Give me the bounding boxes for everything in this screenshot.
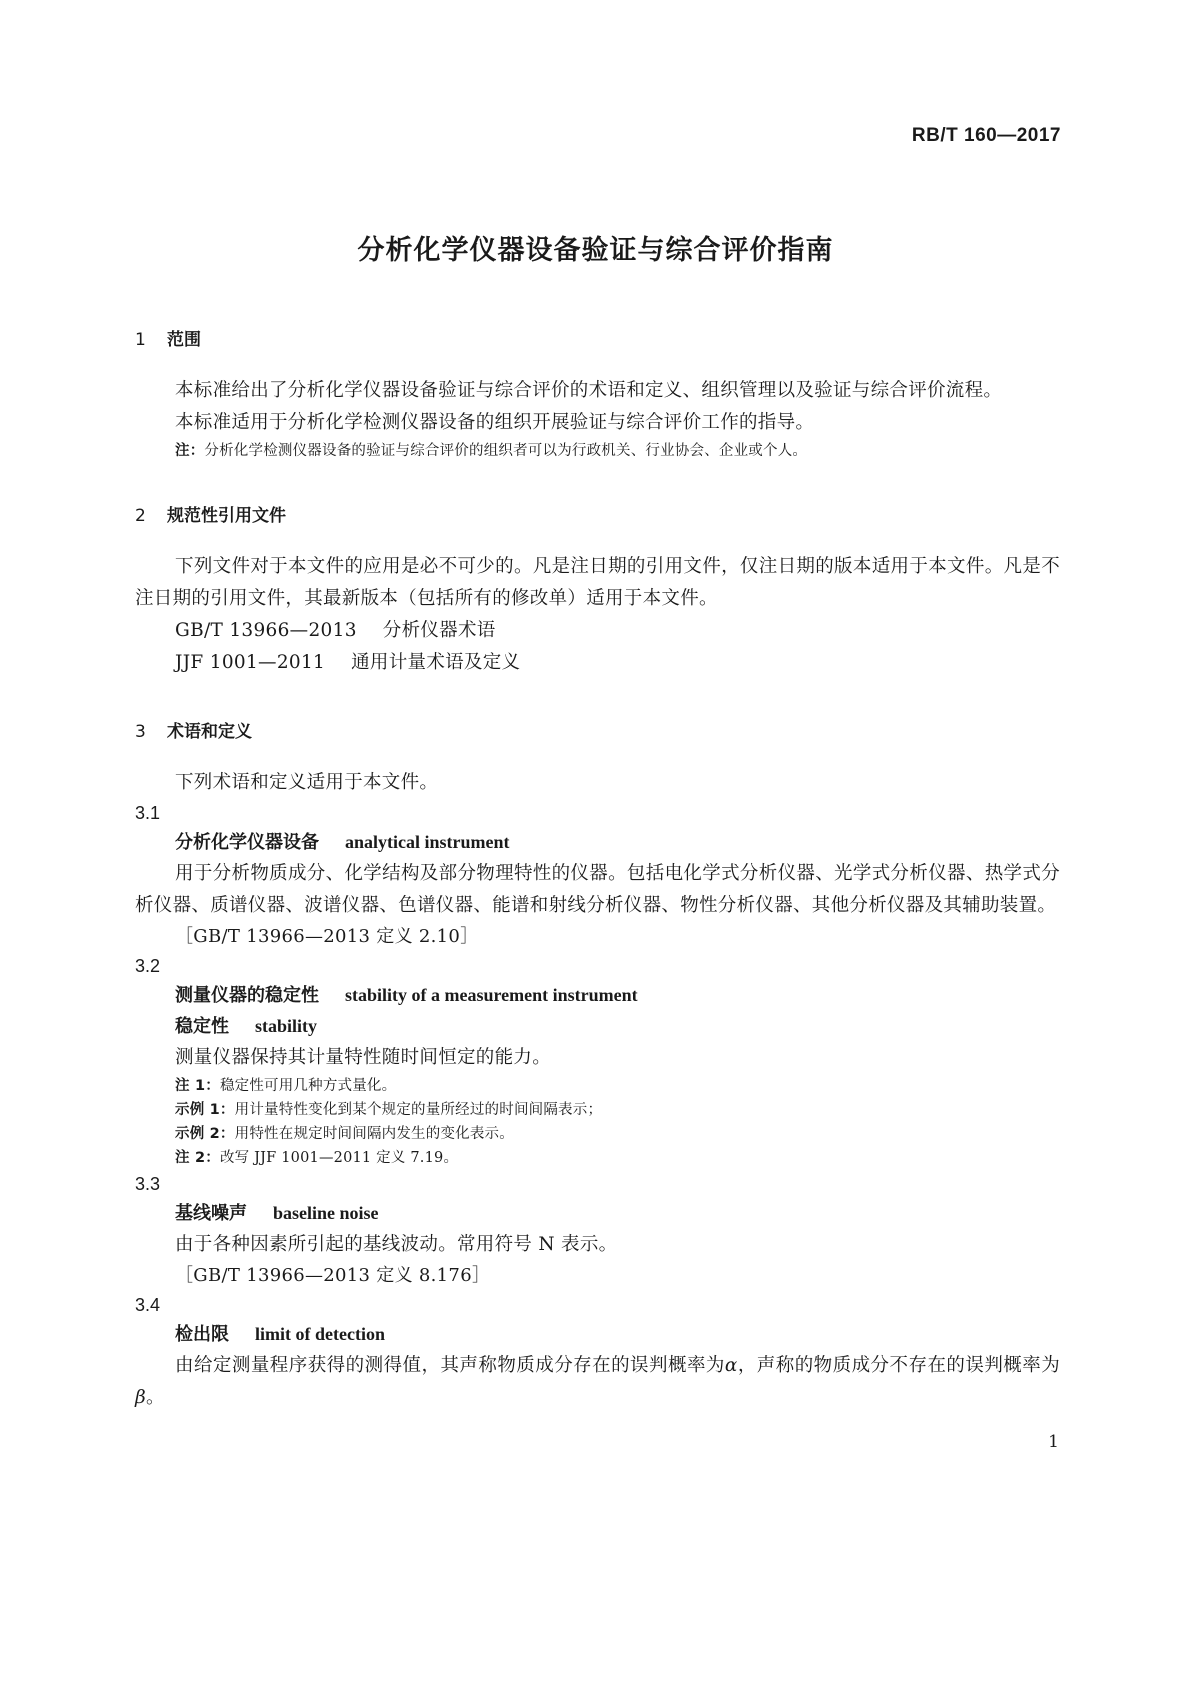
example-text: 用特性在规定时间间隔内发生的变化表示。	[234, 1126, 514, 1142]
note	[135, 1146, 1060, 1170]
term-heading	[135, 980, 1060, 1011]
definition-text: 由给定测量程序获得的测得值，其声称物质成分存在的误判概率为	[175, 1355, 725, 1376]
alpha-symbol: α	[724, 1355, 738, 1376]
document-body	[135, 327, 1060, 1414]
term-heading-alt	[135, 1011, 1060, 1042]
term-definition: 用于分析物质成分、化学结构及部分物理特性的仪器。包括电化学式分析仪器、光学式分析仪器、热学式分析仪器、质谱仪器、波谱仪器、色谱仪器、能谱和射线分析仪器、物性分析仪器、其他分析仪器及其辅助装置。	[135, 863, 1060, 916]
definition-text: 。	[146, 1387, 165, 1408]
section-number: 2	[135, 506, 146, 526]
note-text: 分析化学检测仪器设备的验证与综合评价的组织者可以为行政机关、行业协会、企业或个人。	[204, 443, 808, 459]
term-zh: 检出限	[175, 1324, 229, 1345]
term-heading	[135, 1319, 1060, 1350]
beta-symbol: β	[135, 1387, 146, 1408]
standard-code: RB/T 160—2017	[911, 125, 1061, 146]
reference-title: 分析仪器术语	[382, 620, 496, 641]
term-source: ［GB/T 13966—2013 定义 8.176］	[175, 1265, 491, 1286]
document-title: 分析化学仪器设备验证与综合评价指南	[357, 235, 834, 266]
term-number: 3.2	[135, 956, 161, 976]
section-heading-scope	[135, 327, 1060, 353]
term-source: ［GB/T 13966—2013 定义 2.10］	[175, 926, 479, 947]
page-number: 1	[1048, 1432, 1059, 1452]
paragraph: 下列术语和定义适用于本文件。	[175, 772, 439, 793]
note-label: 注 2：	[175, 1150, 220, 1166]
term-definition: 测量仪器保持其计量特性随时间恒定的能力。	[175, 1047, 552, 1068]
term-definition: 由于各种因素所引起的基线波动。常用符号 N 表示。	[175, 1234, 618, 1255]
definition-text: ，声称的物质成分不存在的误判概率为	[737, 1355, 1061, 1376]
term-heading	[135, 827, 1060, 858]
term-definition	[135, 1350, 1060, 1414]
term-number: 3.4	[135, 1295, 161, 1315]
note-label: 注：	[175, 443, 205, 459]
term-en: limit of detection	[255, 1324, 385, 1344]
term-en: stability of a measurement instrument	[345, 985, 638, 1005]
section-heading-terms	[135, 719, 1060, 745]
example-text: 用计量特性变化到某个规定的量所经过的时间间隔表示；	[234, 1102, 603, 1118]
section-number: 3	[135, 722, 146, 742]
section-title: 范围	[167, 330, 201, 350]
section-number: 1	[135, 330, 146, 350]
reference-item	[135, 647, 1060, 679]
term-zh: 基线噪声	[175, 1203, 247, 1224]
note	[135, 439, 1060, 463]
reference-code: JJF 1001—2011	[175, 652, 326, 673]
reference-title: 通用计量术语及定义	[351, 652, 521, 673]
term-number: 3.1	[135, 803, 161, 823]
term-zh: 测量仪器的稳定性	[175, 985, 319, 1006]
term-en: stability	[255, 1016, 318, 1036]
reference-code: GB/T 13966—2013	[175, 620, 357, 641]
term-zh: 分析化学仪器设备	[175, 832, 319, 853]
example	[135, 1122, 1060, 1146]
section-heading-references	[135, 503, 1060, 529]
reference-item	[135, 615, 1060, 647]
paragraph: 本标准适用于分析化学检测仪器设备的组织开展验证与综合评价工作的指导。	[175, 412, 815, 433]
paragraph: 下列文件对于本文件的应用是必不可少的。凡是注日期的引用文件，仅注日期的版本适用于本文件。凡是不注日期的引用文件，其最新版本（包括所有的修改单）适用于本文件。	[135, 556, 1060, 609]
note-text: 稳定性可用几种方式量化。	[219, 1078, 397, 1094]
section-title: 术语和定义	[167, 722, 252, 742]
section-title: 规范性引用文件	[167, 506, 286, 526]
note	[135, 1074, 1060, 1098]
term-number: 3.3	[135, 1174, 161, 1194]
example	[135, 1098, 1060, 1122]
term-en: analytical instrument	[345, 832, 510, 852]
note-label: 注 1：	[175, 1078, 220, 1094]
example-label: 示例 2：	[175, 1126, 235, 1142]
paragraph: 本标准给出了分析化学仪器设备验证与综合评价的术语和定义、组织管理以及验证与综合评价流程。	[175, 380, 1003, 401]
term-heading	[135, 1198, 1060, 1229]
example-label: 示例 1：	[175, 1102, 235, 1118]
term-zh: 稳定性	[175, 1016, 229, 1037]
note-text: 改写 JJF 1001—2011 定义 7.19。	[219, 1150, 459, 1166]
term-en: baseline noise	[273, 1203, 379, 1223]
